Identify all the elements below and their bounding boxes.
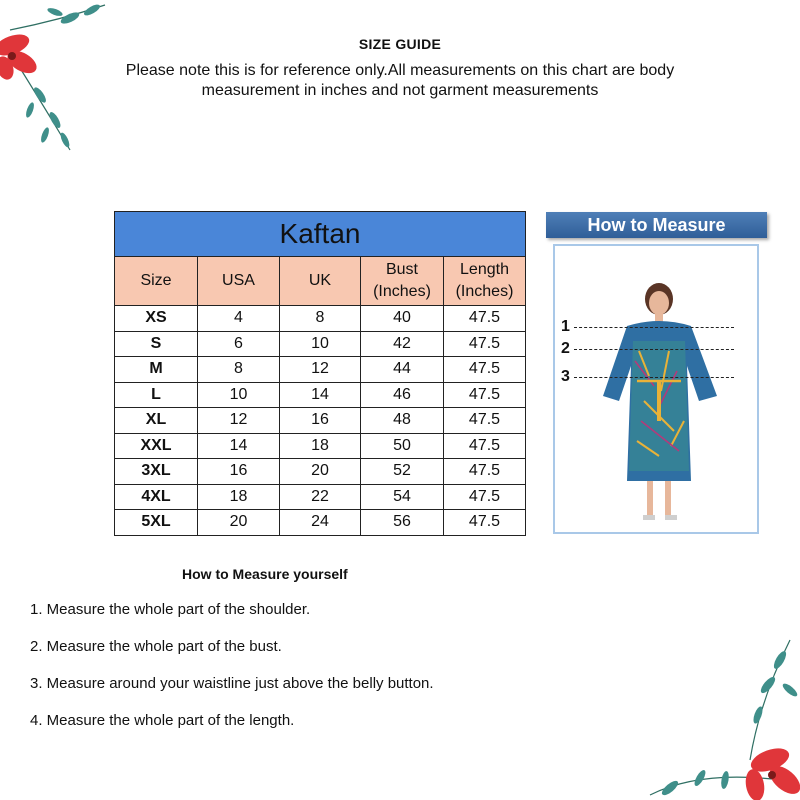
table-caption: Kaftan <box>115 212 526 257</box>
table-row <box>115 484 526 510</box>
cell-usa: 16 <box>198 459 280 485</box>
header-bust-line1: Bust <box>385 261 418 278</box>
table-row <box>115 433 526 459</box>
cell-bust: 50 <box>361 433 444 459</box>
table-row <box>115 357 526 383</box>
cell-bust: 40 <box>361 306 444 332</box>
cell-length: 47.5 <box>444 382 526 408</box>
dashed-line <box>574 349 734 350</box>
table-row <box>115 510 526 536</box>
cell-size: 4XL <box>115 484 198 510</box>
cell-length: 47.5 <box>444 357 526 383</box>
cell-bust: 56 <box>361 510 444 536</box>
cell-length: 47.5 <box>444 433 526 459</box>
cell-length: 47.5 <box>444 510 526 536</box>
cell-usa: 14 <box>198 433 280 459</box>
cell-size: S <box>115 331 198 357</box>
cell-length: 47.5 <box>444 459 526 485</box>
size-chart-table <box>114 211 526 536</box>
header-length-line1: Length <box>460 261 509 278</box>
cell-usa: 12 <box>198 408 280 434</box>
list-item: 1. Measure the whole part of the shoulder. <box>30 601 311 618</box>
measure-marker-shoulder <box>561 318 734 336</box>
dashed-line <box>574 327 734 328</box>
cell-uk: 22 <box>280 484 361 510</box>
how-to-measure-panel <box>553 244 759 534</box>
cell-usa: 18 <box>198 484 280 510</box>
cell-length: 47.5 <box>444 408 526 434</box>
header-size: Size <box>115 257 198 306</box>
cell-size: XS <box>115 306 198 332</box>
cell-bust: 44 <box>361 357 444 383</box>
how-to-measure-title: How to Measure <box>546 212 767 238</box>
dashed-line <box>574 377 734 378</box>
cell-length: 47.5 <box>444 331 526 357</box>
list-item: 2. Measure the whole part of the bust. <box>30 638 282 655</box>
instructions-title: How to Measure yourself <box>182 566 348 582</box>
cell-size: XXL <box>115 433 198 459</box>
cell-size: L <box>115 382 198 408</box>
cell-uk: 16 <box>280 408 361 434</box>
cell-uk: 12 <box>280 357 361 383</box>
header-uk: UK <box>280 257 361 306</box>
measure-marker-waist <box>561 368 734 386</box>
cell-length: 47.5 <box>444 306 526 332</box>
cell-bust: 46 <box>361 382 444 408</box>
cell-uk: 10 <box>280 331 361 357</box>
list-item: 4. Measure the whole part of the length. <box>30 712 295 729</box>
cell-bust: 52 <box>361 459 444 485</box>
cell-size: 3XL <box>115 459 198 485</box>
header-bust-line2: (Inches) <box>373 283 431 300</box>
reference-note: Please note this is for reference only.All measurements on this chart are body measurement in inches and not garment measurements <box>125 62 675 99</box>
table-row <box>115 306 526 332</box>
cell-uk: 8 <box>280 306 361 332</box>
marker-number: 1 <box>561 318 570 335</box>
header-usa: USA <box>198 257 280 306</box>
cell-uk: 24 <box>280 510 361 536</box>
cell-size: 5XL <box>115 510 198 536</box>
measure-marker-bust <box>561 340 734 358</box>
table-row <box>115 331 526 357</box>
header-length <box>444 257 526 306</box>
table-row <box>115 459 526 485</box>
marker-number: 3 <box>561 368 570 385</box>
cell-bust: 48 <box>361 408 444 434</box>
cell-usa: 4 <box>198 306 280 332</box>
page-title: SIZE GUIDE <box>358 36 442 52</box>
cell-usa: 10 <box>198 382 280 408</box>
floral-bottom-right-decoration <box>630 630 800 800</box>
cell-length: 47.5 <box>444 484 526 510</box>
table-row <box>115 382 526 408</box>
instructions-list <box>30 600 434 748</box>
header-bust <box>361 257 444 306</box>
cell-size: M <box>115 357 198 383</box>
table-row <box>115 408 526 434</box>
cell-bust: 54 <box>361 484 444 510</box>
header-length-line2: (Inches) <box>455 283 514 300</box>
marker-number: 2 <box>561 340 570 357</box>
cell-uk: 20 <box>280 459 361 485</box>
cell-usa: 6 <box>198 331 280 357</box>
cell-usa: 8 <box>198 357 280 383</box>
list-item: 3. Measure around your waistline just above the belly button. <box>30 675 434 692</box>
cell-usa: 20 <box>198 510 280 536</box>
cell-uk: 18 <box>280 433 361 459</box>
cell-uk: 14 <box>280 382 361 408</box>
cell-size: XL <box>115 408 198 434</box>
cell-bust: 42 <box>361 331 444 357</box>
